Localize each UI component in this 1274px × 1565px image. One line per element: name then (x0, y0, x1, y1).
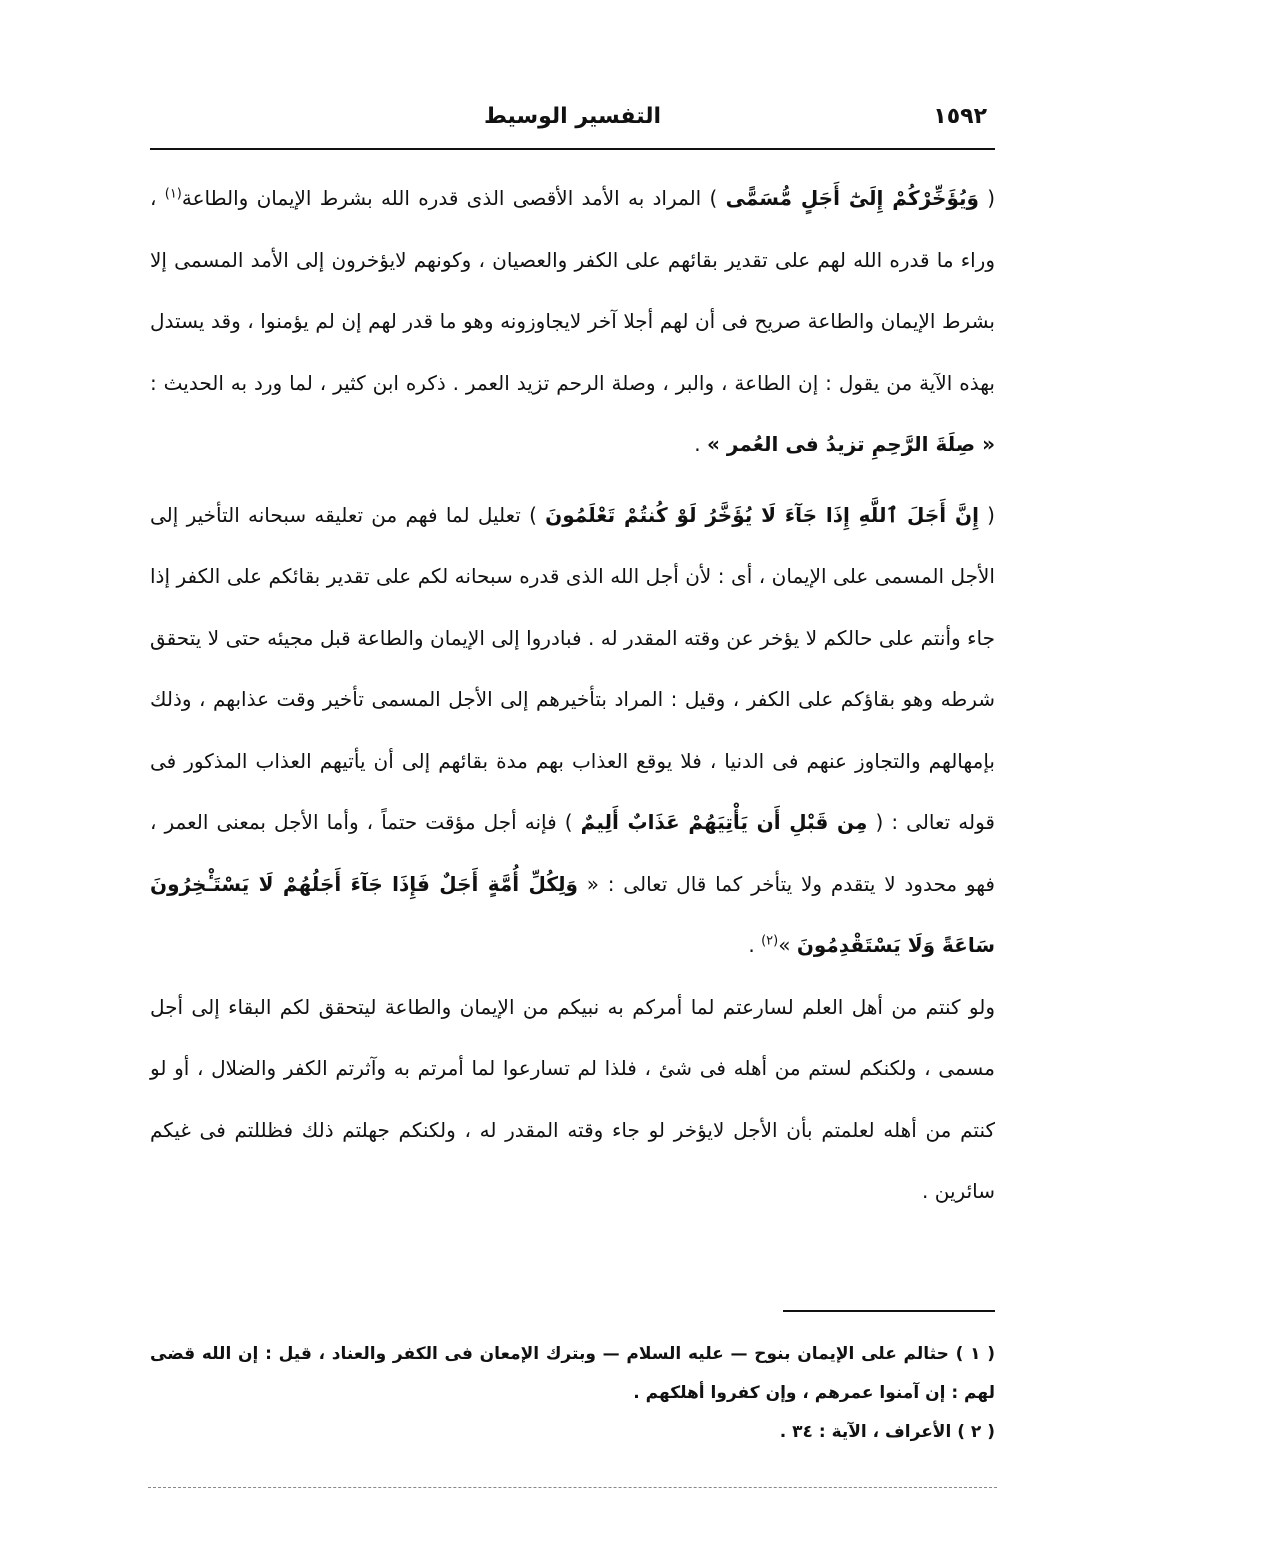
paren-open: ( (978, 186, 996, 210)
paragraph-1 (150, 168, 995, 476)
quran-verse: وَيُؤَخِّرْكُمْ إِلَىٰٓ أَجَلٍ مُّسَمًّى (725, 186, 979, 210)
paragraph-text: . (694, 432, 707, 456)
footnote-ref-2: (٢) (761, 933, 779, 949)
paragraph-text: ، وراء ما قدره الله لهم على تقدير بقائهم على الكفر والعصيان ، وكونهم لايؤخرون إلى الأمد المسمى إلا بشرط الإيمان والطاعة صريح فى أن لهم أجلا آخر لايجاوزونه وهو ما قدر لهم إن لم يؤمنوا ، وقد يستدل بهذه الآية من يقول : إن الطاعة ، والبر ، وصلة الرحم تزيد العمر . ذكره ابن كثير ، لما ورد به الحديث : (150, 186, 995, 395)
scan-edge-line (148, 1487, 997, 1488)
paragraph-text: ) تعليل لما فهم من تعليقه سبحانه التأخير إلى الأجل المسمى على الإيمان ، أى : لأن أجل الله الذى قدره سبحانه لكم على تقدير بقائكم على الكفر إذا جاء وأنتم على حالكم لا يؤخر عن وقته المقدر له . فبادروا إلى الإيمان والطاعة قبل مجيئه حتى لا يتحقق شرطه وهو بقاؤكم على الكفر ، وقيل : المراد بتأخيرهم إلى الأجل المسمى تأخير وقت عذابهم ، وذلك بإمهالهم والتجاوز عنهم فى الدنيا ، فلا يوقع العذاب بهم مدة بقائهم إلى أن يأتيهم العذاب المذكور فى قوله تعالى : ( (150, 502, 995, 834)
footnote-1: ( ١ ) حثالم على الإيمان بنوح — عليه السلام — وبترك الإمعان فى الكفر والعناد ، قيل : إن الله قضى لهم : إن آمنوا عمرهم ، وإن كفروا أهلكهم . (150, 1344, 995, 1403)
quran-verse: مِن قَبْلِ أَن يَأْتِيَهُمْ عَذَابٌ أَلِيمٌ (580, 810, 868, 834)
book-page (150, 0, 995, 1565)
page-header (150, 98, 995, 138)
header-rule (150, 148, 995, 150)
footnote-2: ( ٢ ) الأعراف ، الآية : ٣٤ . (779, 1422, 995, 1442)
quran-verse: إِنَّ أَجَلَ ٱللَّهِ إِذَا جَآءَ لَا يُؤَخَّرُ لَوْ كُنتُمْ تَعْلَمُونَ (545, 502, 979, 527)
paragraph-text: ) المراد به الأمد الأقصى الذى قدره الله بشرط الإيمان والطاعة (181, 186, 726, 210)
paragraph-3 (150, 977, 995, 1223)
paragraph-text: ولو كنتم من أهل العلم لسارعتم لما أمركم به نبيكم من الإيمان والطاعة ليتحقق لكم البقاء إلى أجل مسمى ، ولكنكم لستم من أهله فى شئ ، فلذا لم تسارعوا لما أمرتم به وآثرتم الكفر والضلال ، أو لو كنتم من أهله لعلمتم بأن الأجل لايؤخر لو جاء وقته المقدر له ، ولكنكم جهلتم ذلك فظللتم فى غيكم سائرين . (150, 994, 995, 1203)
paren-open: ( (978, 502, 995, 527)
hadith-quote: « صِلَةَ الرَّحِمِ تزيدُ فى العُمر » (707, 432, 995, 456)
paragraph-text: ) فإنه أجل مؤقت حتماً ، وأما الأجل بمعنى العمر ، فهو محدود لا يتقدم ولا يتأخر كما قال تعالى : « (150, 810, 995, 896)
quran-verse: وَلِكُلِّ أُمَّةٍ أَجَلٌ فَإِذَا جَآءَ أَجَلُهُمْ لَا يَسْتَـْٔخِرُونَ سَاعَةً وَلَا يَسْتَقْدِمُونَ (150, 871, 995, 957)
footnotes (150, 1335, 995, 1452)
paragraph-text: . (748, 933, 762, 957)
footnote-ref-1: (١) (164, 186, 182, 202)
footnote-rule (783, 1310, 995, 1312)
running-title: التفسير الوسيط (483, 104, 662, 129)
paragraph-text: » (778, 933, 797, 957)
page-number: ١٥٩٢ (933, 104, 987, 129)
body-text (150, 168, 995, 1223)
paragraph-2 (150, 485, 995, 977)
